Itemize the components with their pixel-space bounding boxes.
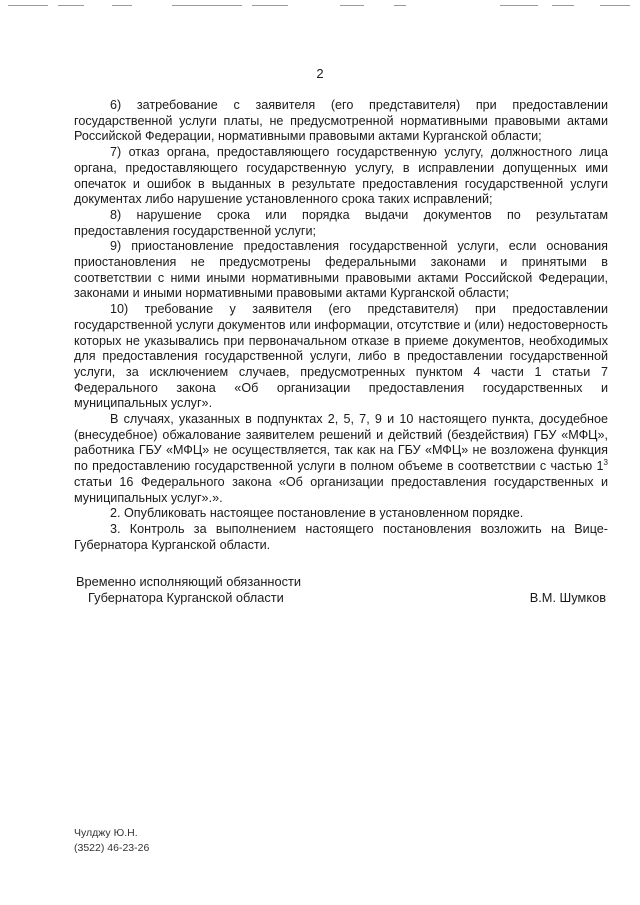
executor-info bbox=[74, 826, 149, 856]
signatory-title-line-1: Временно исполняющий обязанности bbox=[76, 574, 301, 589]
document-body bbox=[74, 98, 608, 553]
paragraph-exceptions-text: В случаях, указанных в подпунктах 2, 5, 7, 9 и 10 настоящего пункта, досудебное (внесудебное) обжалование заявителем решений и действий (бездействия) ГБУ «МФЦ», работника ГБУ «МФЦ» не осуществляется, так как на ГБУ «МФЦ» не возложена функция по предоставлению государственной услуги в полном объеме в соответствии с частью 1 bbox=[74, 412, 608, 474]
paragraph-exceptions bbox=[74, 412, 608, 506]
scan-artifact-top bbox=[0, 0, 640, 10]
paragraph-item-9: 9) приостановление предоставления государственной услуги, если основания приостановления не предусмотрены федеральными законами и принятыми в соответствии с ними иными нормативными правовыми актами Российской Федерации, законами и иными нормативными правовыми актами Курганской области; bbox=[74, 239, 608, 301]
page-number: 2 bbox=[316, 66, 324, 81]
signatory-name: В.М. Шумков bbox=[529, 590, 606, 605]
paragraph-exceptions-tail: статьи 16 Федерального закона «Об организации предоставления государственных и муниципальных услуг».». bbox=[74, 474, 608, 505]
paragraph-publish: 2. Опубликовать настоящее постановление в установленном порядке. bbox=[110, 506, 524, 521]
paragraph-item-7: 7) отказ органа, предоставляющего государственную услугу, должностного лица органа, предоставляющего государственную услугу, в исправлении допущенных ими опечаток и ошибок в выданных в результате предоставления государственной услуги документах либо нарушение установленного срока таких исправлений; bbox=[74, 145, 608, 207]
executor-phone: (3522) 46-23-26 bbox=[74, 842, 150, 854]
paragraph-item-6: 6) затребование с заявителя (его представителя) при предоставлении государственной услуги платы, не предусмотренной нормативными правовыми актами Российской Федерации, нормативными правовыми актами Курганской области; bbox=[74, 98, 608, 144]
paragraph-item-10: 10) требование у заявителя (его представителя) при предоставлении государственной услуги документов или информации, отсутствие и (или) недостоверность которых не указывались при первоначальном отказе в приеме документов, необходимых для предоставления государственной услуги, либо в предоставлении государственной услуги, за исключением случаев, предусмотренных пунктом 4 части 1 статьи 7 Федерального закона «Об организации предоставления государственных и муниципальных услуг». bbox=[74, 302, 608, 411]
paragraph-item-8: 8) нарушение срока или порядка выдачи документов по результатам предоставления государственной услуги; bbox=[74, 207, 608, 238]
signatory-title-line-2: Губернатора Курганской области bbox=[88, 590, 284, 605]
executor-name: Чулджу Ю.Н. bbox=[74, 827, 138, 839]
superscript-part: 3 bbox=[603, 457, 608, 467]
paragraph-control: 3. Контроль за выполнением настоящего постановления возложить на Вице-Губернатора Курганской области. bbox=[74, 521, 608, 552]
